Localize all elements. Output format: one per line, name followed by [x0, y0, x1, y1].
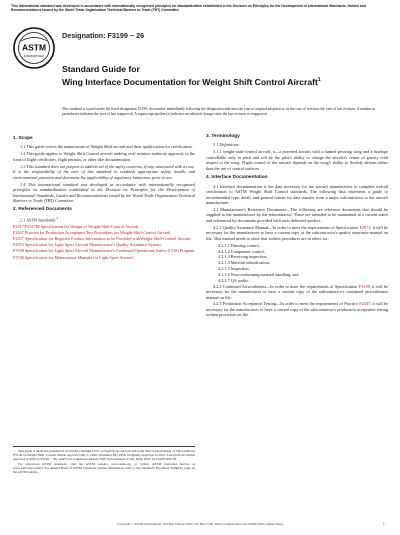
logo-text: ASTM [21, 42, 47, 53]
ref-link-f2972-inline[interactable]: F2972 [359, 224, 371, 230]
list-item: 4.2.1.5 Inspection, [218, 266, 250, 272]
ref-title[interactable]: Practice for Production Acceptance Test Procedures for Weight-Shift-Control Aircraft [24, 230, 171, 236]
left-column [13, 136, 195, 261]
ref-item [13, 248, 195, 253]
ref-link-f2447[interactable]: F2447 [13, 230, 24, 236]
ref-link-f2317[interactable]: F2317/F2317M [13, 224, 40, 230]
right-column [206, 134, 388, 319]
astm-standards-footnote-mark: 2 [56, 215, 59, 220]
ref-link-f3198[interactable]: F3198 [13, 248, 24, 254]
ref-item [13, 242, 195, 247]
para-1-2: 1.2 This guide applies to Weight Shift Control aircraft seeking civil aviation authority approval, in the form of flight certificates, flight permits, or other like documentation. [13, 151, 195, 162]
para-4-1: 4.1 Interface documentation is the data necessary for the aircraft manufacturer to complete overall certification to ASTM Weight Shift Control standards. The following data represents a guide to recommended type, detail, and general format for data transfer from a major subcontractor to the aircraft manufacturer. [206, 183, 388, 206]
list-item: 4.2.1.3 Receiving inspection, [218, 254, 268, 260]
astm-logo-icon [12, 26, 56, 70]
document-title [62, 64, 362, 87]
title-footnote-mark: 1 [317, 76, 321, 83]
referenced-documents-heading: 2. Referenced Documents [13, 207, 72, 213]
list-item: 4.2.1.2 Component control, [218, 248, 265, 254]
para-4-2: 4.2 Manufacturer's Reference Documents—The following are reference documents that should be supplied to the manufacturer by the subcontractor. These are intended to be maintained at a current states and referenced by documents provided with each delivered product. [206, 206, 388, 223]
ref-item [13, 236, 195, 241]
para-4-2-3-text-b: , it will be necessary for the manufacturer to have a current copy of the subcontractor's production acceptance testing written procedure on file. [206, 301, 388, 318]
ref-item [13, 255, 195, 260]
para-4-2-2-text-a: 4.2.2 Continued Airworthiness—In order to meet the requirements of Specification [213, 283, 359, 289]
para-1-4: 1.4 This international standard was developed in accordance with internationally recognized principles on standardization established in the Decision on Principles for the Development of International Standards, Guides and Recommendations issued by the World Trade Organization Technical Barriers to Trade (TBT) Committee. [13, 181, 195, 204]
ref-title[interactable]: Specification for Design of Weight-Shift-Control Aircraft [40, 224, 139, 230]
footnote-1: This guide is under the jurisdiction of ASTM Committee F37 on Light Sport Aircraft and is the direct responsibility of Subcommittee F37.40 on Weight Shift. Current edition approved July 1, 2026. Published July 2026. Originally approved in 2016. Last previous edition approved in 2016 as F3199 – 16a, which was withdrawn January 2025 and reinstated in July 2026. DOI: 10.1520/F3199-26. [13, 449, 195, 462]
definition-3-1-1: 3.1.1 weight-shift-control aircraft, n—a powered aircraft with a framed pivoting wing and a fuselage controllable only in pitch and roll by the pilot's ability to change the aircraft's center of gravity with respect to the wing. Flight control of the aircraft depends on the wing's ability to flexibly deform rather than the use of control surfaces. [206, 149, 388, 171]
para-1-3: 1.3 This standard does not purport to address all of the safety concerns, if any, associated with its use. It is the responsibility of the user of this standard to establish appropriate safety, health, and environmental practices and determine the applicability of regulatory limitations prior to use. [13, 163, 195, 180]
copyright-footer: Copyright © ASTM International, 100 Barr Harbor Drive, PO Box C700, West Conshohocken, PA 19428-2959. United States [116, 522, 284, 526]
para-4-2-3-text-a: 4.2.3 Production Acceptance Testing—In order to meet the requirements of Practice [213, 301, 360, 307]
ref-title[interactable]: Specification for Maintenance Manuals for Light Sport Aircraft [24, 254, 133, 260]
title-line-2 [62, 75, 362, 87]
terminology-heading: 3. Terminology [206, 134, 240, 139]
list-item: 4.2.1.4 Material identification, [218, 260, 270, 266]
ref-link-f2457[interactable]: F2457 [13, 236, 24, 242]
astm-standards-label [13, 216, 195, 223]
ref-title[interactable]: Specification for Required Product Information to be Provided withWeight-Shift-Control Aircraft [24, 236, 191, 242]
ref-link-f2972[interactable]: F2972 [13, 242, 24, 248]
ref-link-f2447-inline[interactable]: F2447 [359, 301, 371, 307]
title-line-2-text: Wing Interface Documentation for Weight Shift Control Aircraft [62, 76, 318, 87]
list-item: 4.2.1.1 Drawing control, [218, 242, 260, 248]
logo-subtext: INTERNATIONAL [23, 55, 45, 58]
list-item: 4.2.1.7 QA audits. [218, 277, 249, 283]
definitions-label: 3.1 Definitions: [213, 142, 240, 148]
interface-documentation-heading: 4. Interface Documentation [206, 175, 268, 181]
para-4-2-2 [206, 284, 388, 300]
para-4-2-3 [206, 301, 388, 317]
para-4-2-2-text-b: , it will be necessary for the manufacturer to have a current copy of the subcontractor's continued airworthiness manual on file. [206, 283, 388, 300]
para-1-1: 1.1 This guide covers the manufacture of Weight Shift aircraft and their qualification for certification. [20, 144, 193, 150]
title-line-1: Standard Guide for [62, 64, 140, 74]
para-4-2-1 [206, 225, 388, 241]
scope-heading: 1. Scope [13, 136, 33, 141]
standard-issuance-note: This standard is issued under the fixed designation F3199; the number immediately following the designation indicates the year of original adoption or, in the case of revision, the year of last revision. A number in parentheses indicates the year of last reapproval. A superscript epsilon (ε) indicates an editorial change since the last revision or reapproval. [62, 107, 376, 116]
footnote-2: For referenced ASTM standards, visit the ASTM website, www.astm.org, or contact ASTM Customer Service at www.astm.org/contact. For Annual Book of ASTM Standards volume information, refer to the standard's Document Summary page on the ASTM website. [13, 462, 195, 475]
designation: Designation: F3199 − 26 [62, 31, 145, 40]
page-number: 1 [383, 522, 385, 526]
ref-link-f3746[interactable]: F3746 [13, 254, 24, 260]
para-4-2-1-text-b: , it will be necessary for the manufacturer to have a current copy of the subcontractor's quality assurance manual on file. This manual needs to show that written procedures are in effect for: [206, 224, 388, 241]
para-4-2-1-text-a: 4.2.1 Quality Assurance Manual—In order to meet the requirements of Specification [213, 224, 360, 230]
footnotes [13, 446, 195, 475]
ref-item [13, 230, 195, 235]
ref-title[interactable]: Specification for Light Sport Aircraft Manufacturer's Continued Operational Safety (COS) Program [24, 248, 195, 254]
list-item: 4.2.1.6 Non-conforming material handling, and [218, 271, 299, 277]
tbt-notice: This international standard was developed in accordance with internationally recognized principles on standardization established in the Decision on Principles for the Development of International Standards, Guides and Recommendations issued by the World Trade Organization Technical Barriers to Trade (TBT) Committee. [11, 4, 366, 13]
ref-link-f3198-inline[interactable]: F3198 [358, 283, 370, 289]
ref-title[interactable]: Specification for Light Sport Aircraft Manufacturer's Quality Assurance System [24, 242, 161, 248]
astm-standards-text: 2.1 ASTM Standards: [20, 217, 57, 223]
ref-item [13, 224, 195, 229]
